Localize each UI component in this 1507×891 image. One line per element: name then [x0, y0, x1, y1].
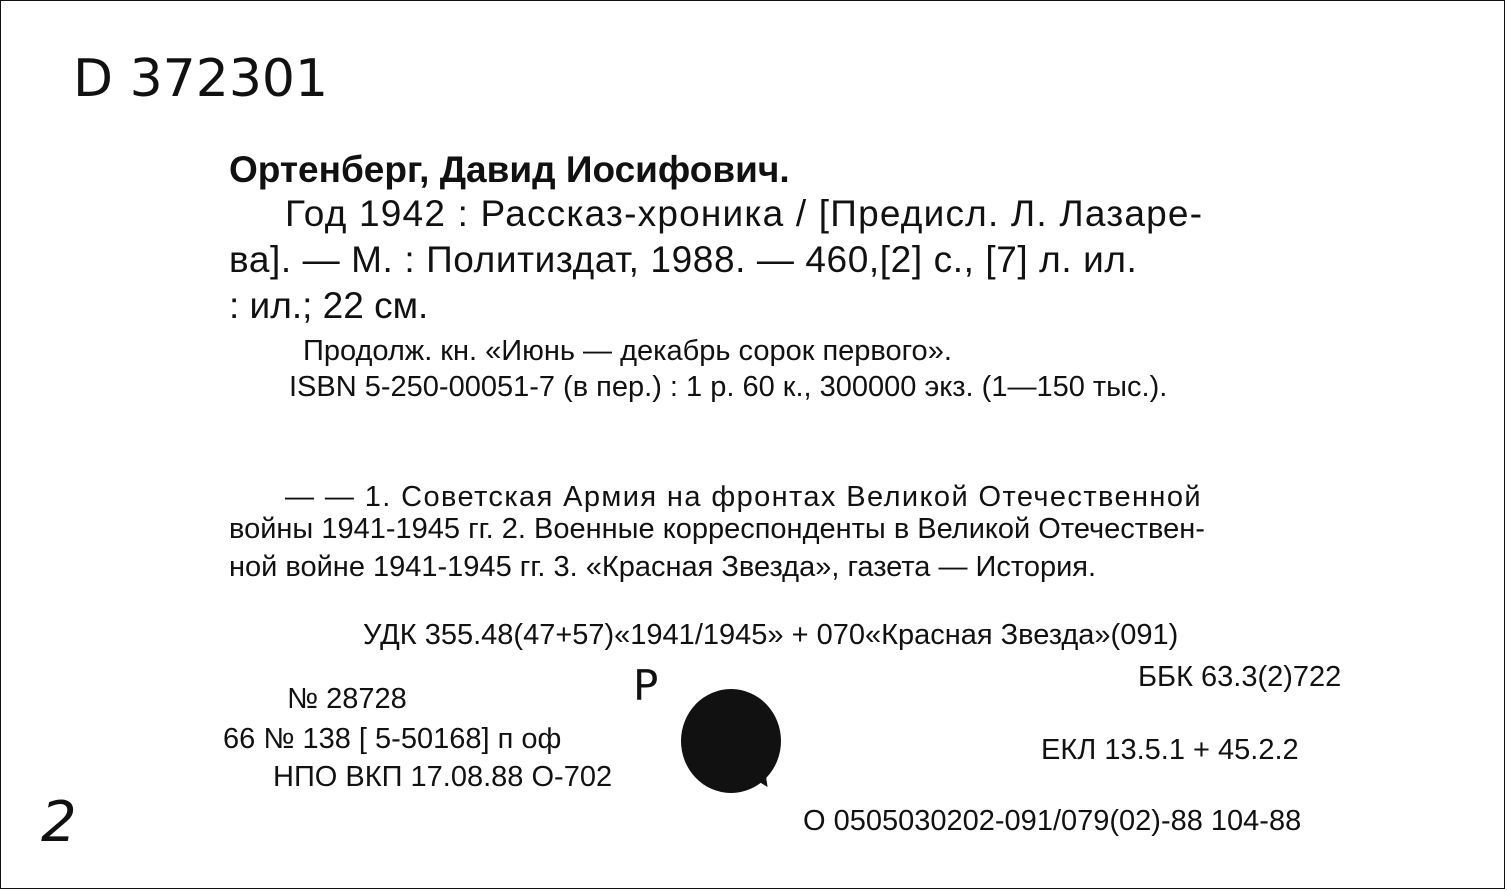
order-line: НПО ВКП 17.08.88 О-702	[273, 761, 613, 793]
handwritten-corner-mark: 2	[41, 790, 77, 855]
subject-line: — — 1. Советская Армия на фронтах Великой Отечественной	[285, 481, 1202, 513]
bbk-code: ББК 63.3(2)722	[1138, 661, 1342, 693]
udk-code: УДК 355.48(47+57)«1941/1945» + 070«Красная Звезда»(091)	[363, 619, 1179, 651]
order-line: № 28728	[287, 683, 407, 715]
author-heading: Ортенберг, Давид Иосифович.	[229, 149, 790, 190]
ekl-code: ЕКЛ 13.5.1 + 45.2.2	[1041, 734, 1299, 766]
subject-line: войны 1941-1945 гг. 2. Военные корреспонденты в Великой Отечествен-	[229, 513, 1205, 545]
accession-number: D 372301	[73, 49, 329, 109]
description-line: : ил.; 22 см.	[229, 285, 429, 326]
note-line: Продолж. кн. «Июнь — декабрь сорок первого».	[303, 335, 952, 367]
description-line: ва]. — М. : Политиздат, 1988. — 460,[2] с., [7] л. ил.	[229, 239, 1138, 280]
isbn-line: ISBN 5-250-00051-7 (в пер.) : 1 р. 60 к., 300000 экз. (1—150 тыс.).	[289, 371, 1168, 403]
catalog-index: О 0505030202-091/079(02)-88 104-88	[803, 805, 1302, 837]
subject-line: ной войне 1941-1945 гг. 3. «Красная Звезда», газета — История.	[229, 551, 1097, 583]
handwritten-mark: Р	[633, 661, 659, 710]
order-line: 66 № 138 [ 5-50168] п оф	[223, 723, 562, 755]
description-line: Год 1942 : Рассказ-хроника / [Предисл. Л. Лазаре-	[285, 193, 1204, 234]
